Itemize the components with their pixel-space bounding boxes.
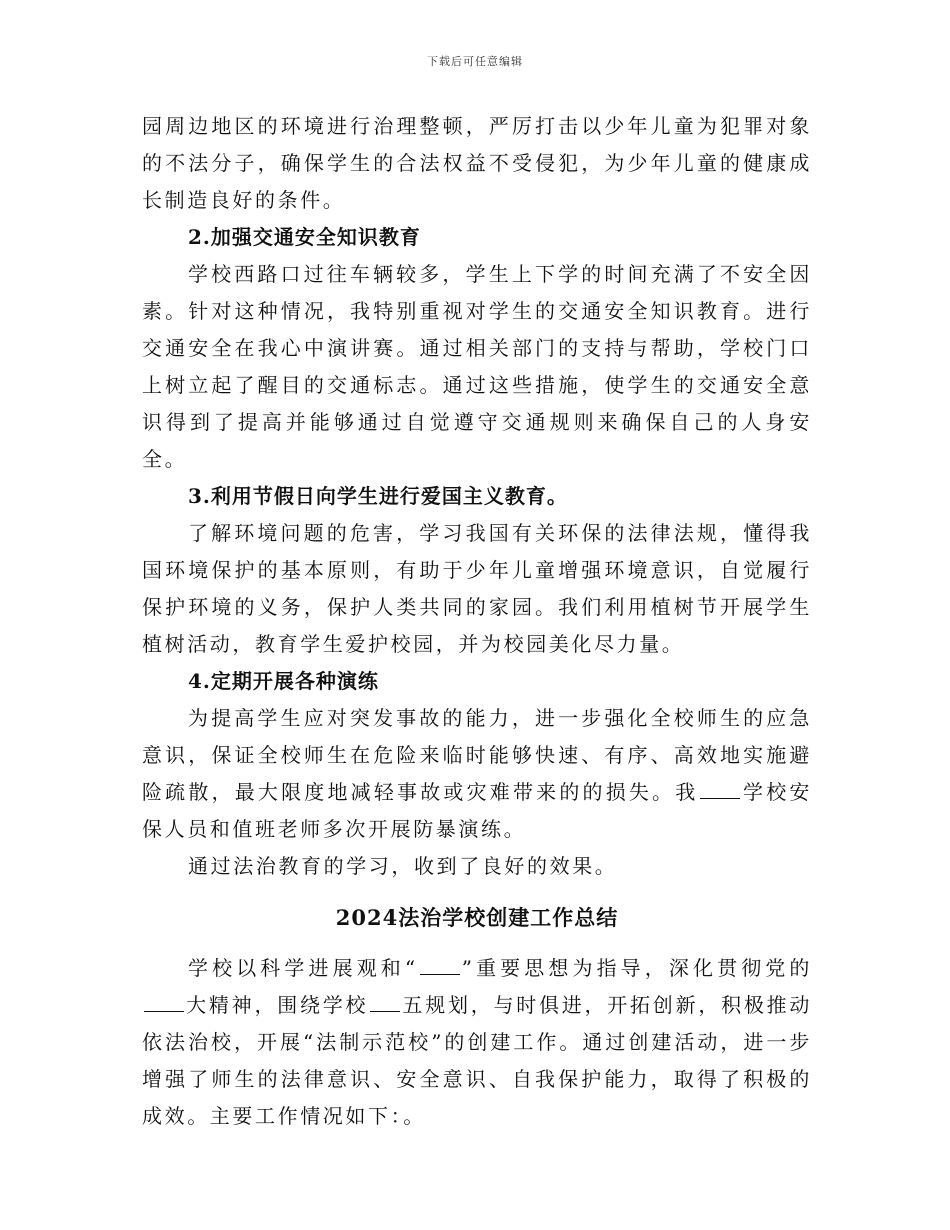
paragraph-summary-part-a: 学校以科学进展观和“ (188, 956, 418, 980)
heading-traffic-safety: 2.加强交通安全知识教育 (188, 225, 421, 249)
document-body (142, 108, 812, 1135)
blank-underline (370, 995, 400, 1012)
paragraph-patriotic-education: 了解环境问题的危害，学习我国有关环保的法律法规，懂得我国环境保护的基本原则，有助于少年儿童增强环境意识，自觉履行保护环境的义务，保护人类共同的家园。我们利用植树节开展学生植树活动，教育学生爱护校园，并为校园美化尽力量。 (142, 521, 812, 656)
paragraph-result: 通过法治教育的学习，收到了良好的效果。 (188, 854, 618, 878)
section-title: 2024法治学校创建工作总结 (335, 905, 619, 930)
paragraph-drills-part-a: 为提高学生应对突发事故的能力，进一步强化全校师生的应急意识，保证全校师生在危险来临时能够快速、有序、高效地实施避险疏散，最大限度地减轻事故或灾难带来的的损失。我 (142, 706, 812, 804)
paragraph-drills (142, 700, 812, 848)
paragraph-summary (142, 950, 812, 1135)
blank-underline (700, 782, 740, 799)
blank-underline (420, 958, 460, 975)
paragraph-summary-part-d: 五规划，与时俱进，开拓创新，积极推动依法治校，开展“法制示范校”的创建工作。通过创建活动，进一步增强了师生的法律意识、安全意识、自我保护能力，取得了积极的成效。主要工作情况如下：。 (142, 993, 812, 1128)
heading-drills: 4.定期开展各种演练 (188, 669, 379, 693)
heading-patriotic-education: 3.利用节假日向学生进行爱国主义教育。 (188, 484, 568, 508)
paragraph-traffic-safety: 学校西路口过往车辆较多，学生上下学的时间充满了不安全因素。针对这种情况，我特别重视对学生的交通安全知识教育。进行交通安全在我心中演讲赛。通过相关部门的支持与帮助，学校门口上树立起了醒目的交通标志。通过这些措施，使学生的交通安全意识得到了提高并能够通过自觉遵守交通规则来确保自己的人身安全。 (142, 262, 812, 471)
paragraph-summary-part-b: ”重要思想为指导，深化贯彻党的 (461, 956, 812, 980)
paragraph-summary-part-c: 大精神，围绕学校 (186, 993, 369, 1017)
blank-underline (144, 995, 184, 1012)
paragraph-drills-part-b: 学校安保人员和值班老师多次开展防暴演练。 (142, 780, 812, 841)
page-header: 下载后可任意编辑 (427, 55, 523, 68)
paragraph-intro: 园周边地区的环境进行治理整顿，严厉打击以少年儿童为犯罪对象的不法分子，确保学生的合法权益不受侵犯，为少年儿童的健康成长制造良好的条件。 (142, 114, 812, 212)
